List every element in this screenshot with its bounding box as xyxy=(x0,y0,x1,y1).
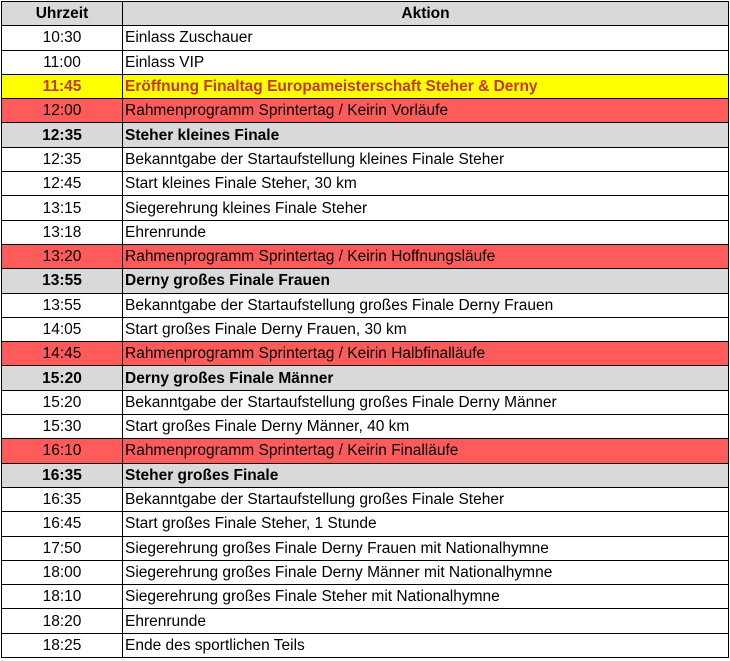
table-row xyxy=(2,26,729,50)
row-action: Start kleines Finale Steher, 30 km xyxy=(123,172,729,196)
schedule-table xyxy=(1,1,729,658)
row-time: 13:15 xyxy=(2,196,123,220)
row-action: Bekanntgabe der Startaufstellung großes Finale Derny Frauen xyxy=(123,293,729,317)
row-action: Bekanntgabe der Startaufstellung großes Finale Steher xyxy=(123,487,729,511)
row-action: Steher kleines Finale xyxy=(123,123,729,147)
table-row xyxy=(2,560,729,584)
row-action: Rahmenprogramm Sprintertag / Keirin Finalläufe xyxy=(123,439,729,463)
row-time: 18:10 xyxy=(2,585,123,609)
row-action: Einlass VIP xyxy=(123,50,729,74)
table-row xyxy=(2,585,729,609)
row-action: Siegerehrung großes Finale Steher mit Nationalhymne xyxy=(123,585,729,609)
column-header-action: Aktion xyxy=(123,2,729,26)
row-action: Einlass Zuschauer xyxy=(123,26,729,50)
row-action: Start großes Finale Steher, 1 Stunde xyxy=(123,512,729,536)
row-action: Siegerehrung großes Finale Derny Frauen mit Nationalhymne xyxy=(123,536,729,560)
row-action: Siegerehrung großes Finale Derny Männer mit Nationalhymne xyxy=(123,560,729,584)
row-time: 15:20 xyxy=(2,390,123,414)
row-time: 10:30 xyxy=(2,26,123,50)
row-time: 13:20 xyxy=(2,244,123,268)
row-time: 15:30 xyxy=(2,415,123,439)
table-row xyxy=(2,342,729,366)
row-time: 18:00 xyxy=(2,560,123,584)
row-action: Rahmenprogramm Sprintertag / Keirin Halbfinalläufe xyxy=(123,342,729,366)
row-time: 12:00 xyxy=(2,99,123,123)
row-time: 17:50 xyxy=(2,536,123,560)
row-action: Rahmenprogramm Sprintertag / Keirin Vorläufe xyxy=(123,99,729,123)
table-header-row xyxy=(2,2,729,26)
table-row xyxy=(2,196,729,220)
row-action: Ehrenrunde xyxy=(123,609,729,633)
table-row xyxy=(2,366,729,390)
table-row xyxy=(2,99,729,123)
row-action: Start großes Finale Derny Frauen, 30 km xyxy=(123,317,729,341)
row-time: 16:35 xyxy=(2,463,123,487)
row-time: 13:55 xyxy=(2,269,123,293)
table-row xyxy=(2,317,729,341)
row-action: Eröffnung Finaltag Europameisterschaft Steher & Derny xyxy=(123,74,729,98)
row-time: 15:20 xyxy=(2,366,123,390)
row-time: 13:18 xyxy=(2,220,123,244)
row-action: Ehrenrunde xyxy=(123,220,729,244)
row-time: 18:20 xyxy=(2,609,123,633)
table-row xyxy=(2,147,729,171)
row-time: 12:35 xyxy=(2,147,123,171)
row-time: 11:45 xyxy=(2,74,123,98)
row-action: Start großes Finale Derny Männer, 40 km xyxy=(123,415,729,439)
column-header-time: Uhrzeit xyxy=(2,2,123,26)
schedule-body xyxy=(2,26,729,658)
row-action: Bekanntgabe der Startaufstellung großes Finale Derny Männer xyxy=(123,390,729,414)
row-action: Derny großes Finale Männer xyxy=(123,366,729,390)
table-row xyxy=(2,123,729,147)
row-time: 13:55 xyxy=(2,293,123,317)
table-row xyxy=(2,172,729,196)
row-time: 12:35 xyxy=(2,123,123,147)
table-row xyxy=(2,220,729,244)
table-row xyxy=(2,74,729,98)
table-row xyxy=(2,512,729,536)
row-action: Siegerehrung kleines Finale Steher xyxy=(123,196,729,220)
table-row xyxy=(2,633,729,657)
table-row xyxy=(2,293,729,317)
table-row xyxy=(2,50,729,74)
table-row xyxy=(2,609,729,633)
row-time: 14:05 xyxy=(2,317,123,341)
row-time: 14:45 xyxy=(2,342,123,366)
row-action: Ende des sportlichen Teils xyxy=(123,633,729,657)
row-time: 12:45 xyxy=(2,172,123,196)
row-action: Bekanntgabe der Startaufstellung kleines Finale Steher xyxy=(123,147,729,171)
row-action: Steher großes Finale xyxy=(123,463,729,487)
row-time: 16:45 xyxy=(2,512,123,536)
table-row xyxy=(2,244,729,268)
table-row xyxy=(2,415,729,439)
table-row xyxy=(2,439,729,463)
row-time: 11:00 xyxy=(2,50,123,74)
table-row xyxy=(2,463,729,487)
row-time: 18:25 xyxy=(2,633,123,657)
row-action: Derny großes Finale Frauen xyxy=(123,269,729,293)
table-row xyxy=(2,390,729,414)
row-action: Rahmenprogramm Sprintertag / Keirin Hoffnungsläufe xyxy=(123,244,729,268)
table-row xyxy=(2,487,729,511)
row-time: 16:35 xyxy=(2,487,123,511)
table-row xyxy=(2,536,729,560)
row-time: 16:10 xyxy=(2,439,123,463)
table-row xyxy=(2,269,729,293)
